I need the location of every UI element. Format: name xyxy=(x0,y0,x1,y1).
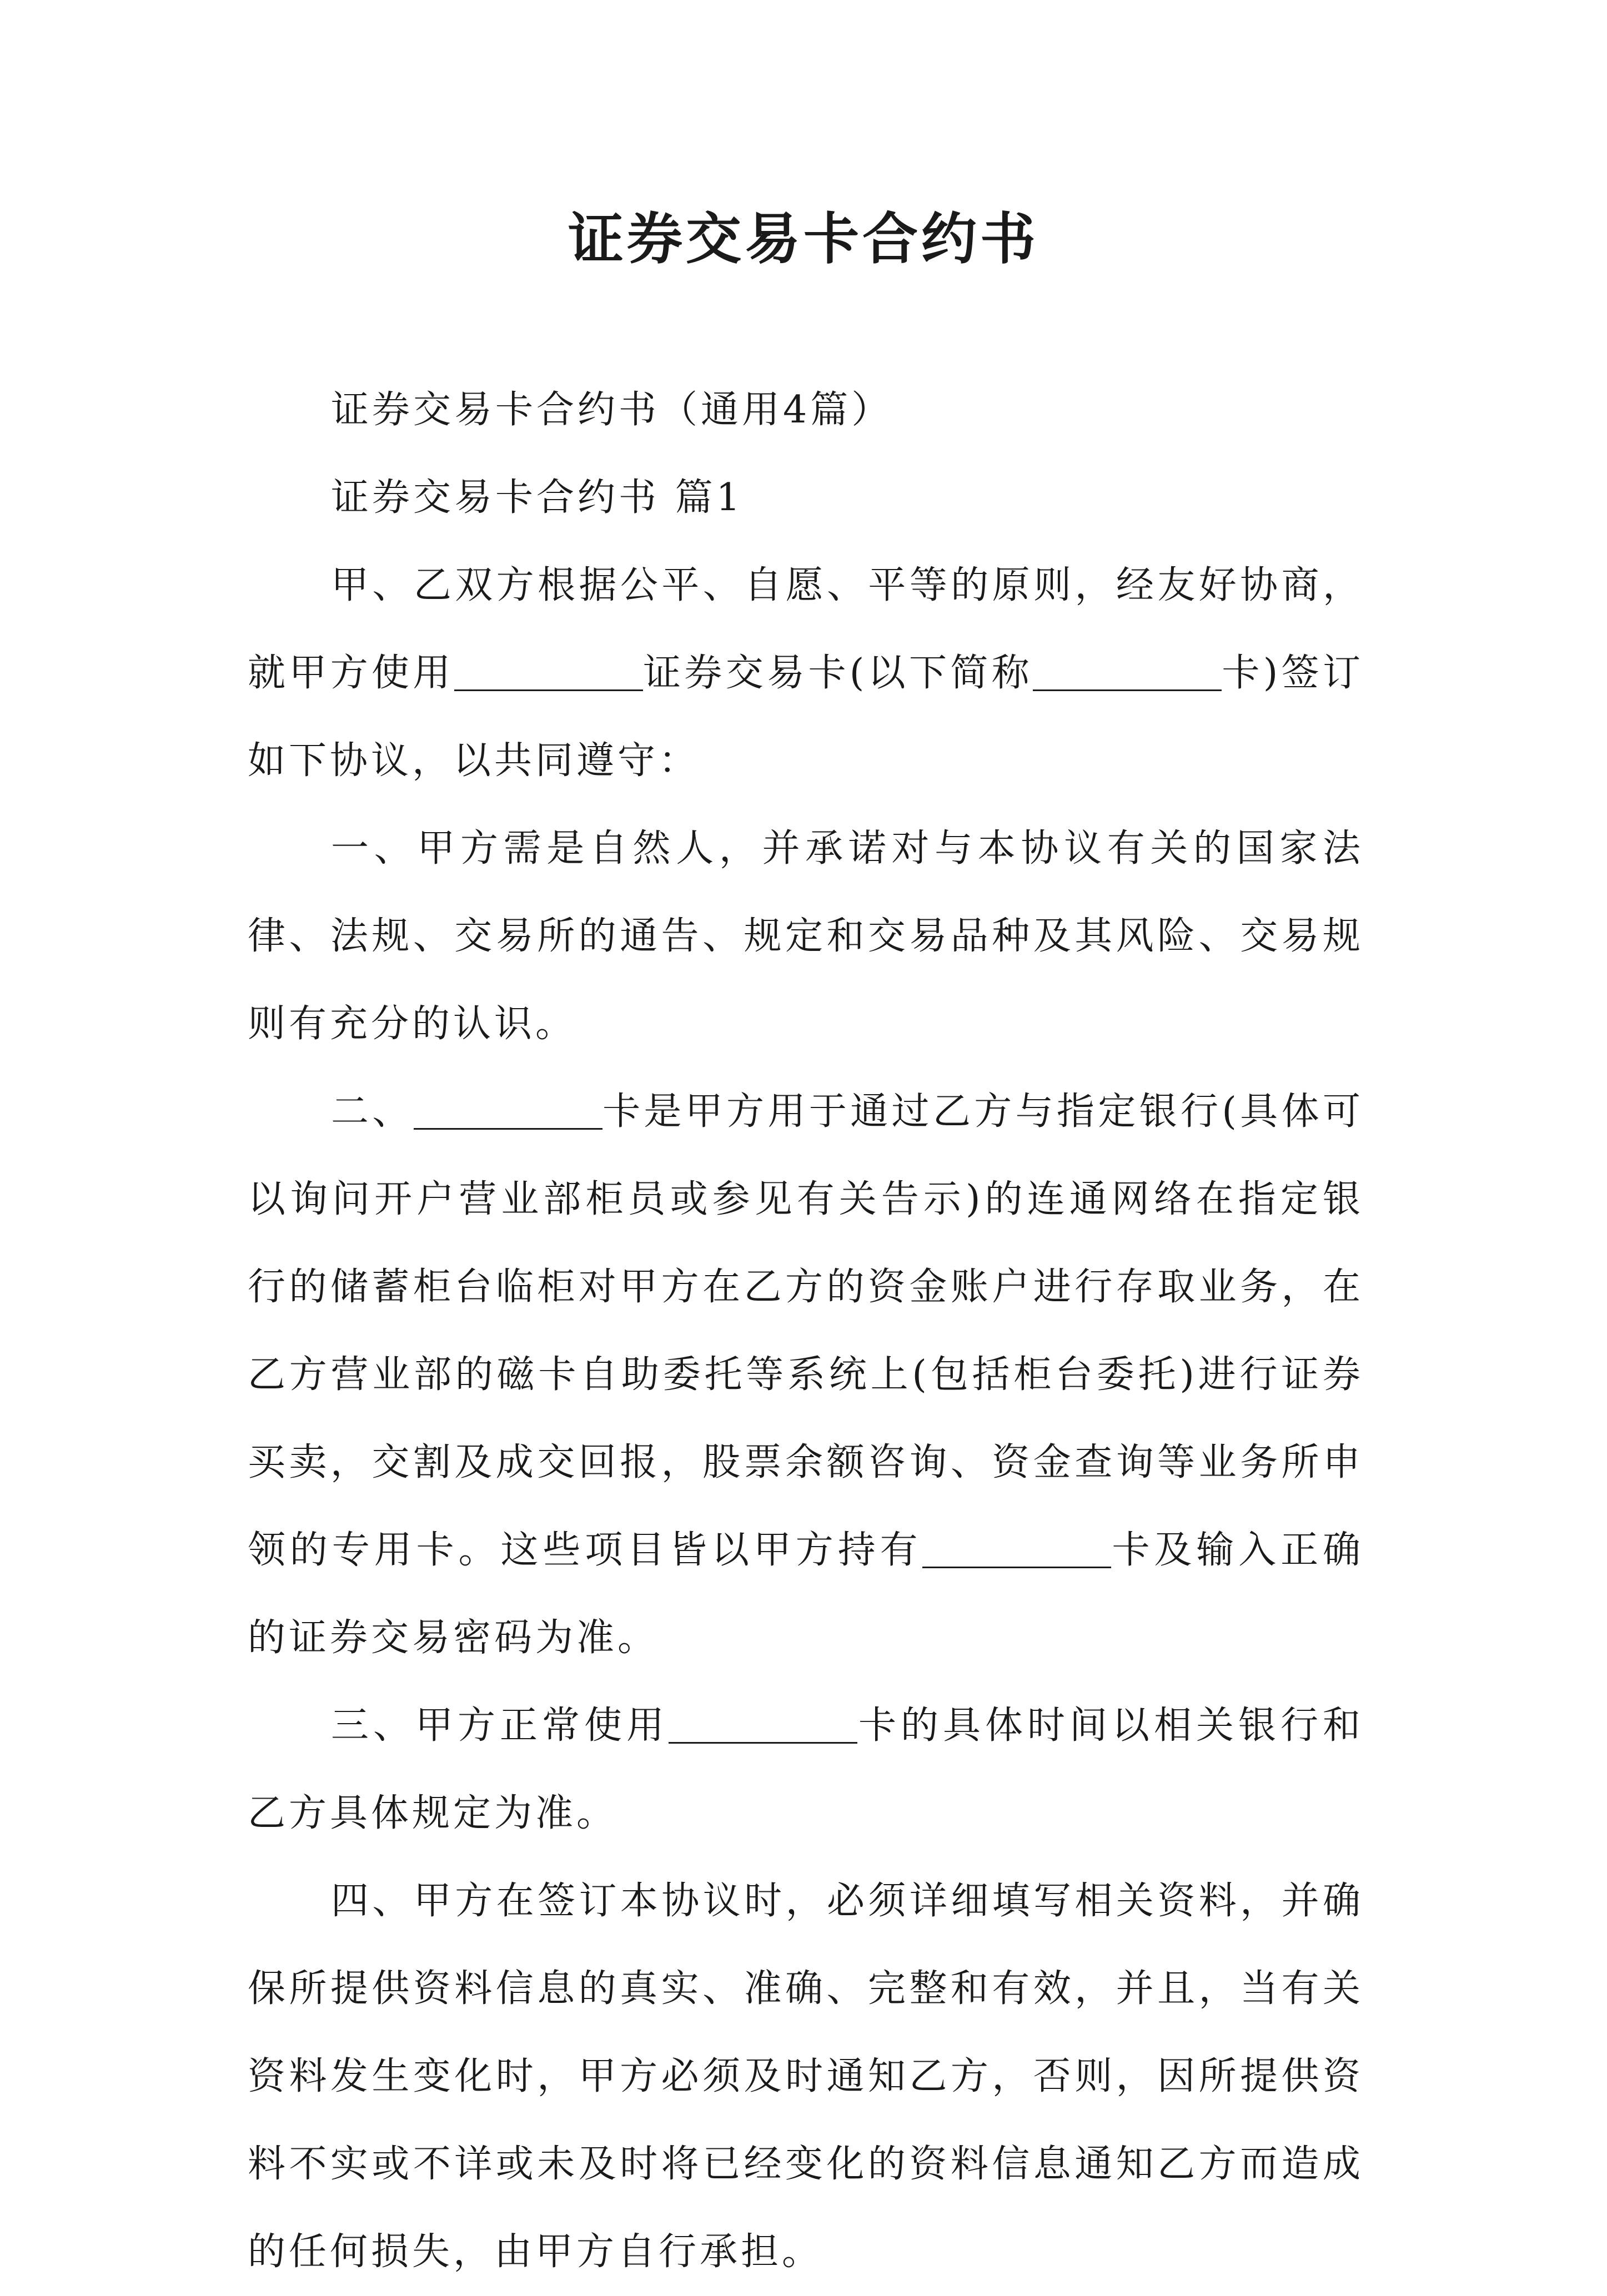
blank-line xyxy=(669,1704,857,1744)
intro-text-1: 甲、乙双方根据公平、自愿、平等的原则，经友好协商，就甲方使用 xyxy=(248,563,1364,695)
clause-2-text-1: 二、 xyxy=(331,1090,414,1134)
clause-2 xyxy=(248,1068,1364,1682)
section-heading: 证券交易卡合约书 篇1 xyxy=(331,476,744,520)
blank-line xyxy=(922,1529,1111,1568)
intro-text-2: 证券交易卡(以下简称 xyxy=(642,651,1033,695)
blank-line xyxy=(454,652,643,691)
document-title: 证券交易卡合约书 xyxy=(568,206,1039,271)
document-body xyxy=(248,366,1364,2296)
clause-3-text-1: 三、甲方正常使用 xyxy=(331,1704,669,1748)
blank-line xyxy=(1033,652,1222,691)
clause-3 xyxy=(248,1682,1364,1857)
clause-2-text-3: 卡及输入正确的证券交易密码为准。 xyxy=(248,1528,1364,1660)
clause-2-text-2: 卡是甲方用于通过乙方与指定银行(具体可以询问开户营业部柜员或参见有关告示)的连通网络在指定银行的储蓄柜台临柜对甲方在乙方的资金账户进行存取业务，在乙方营业部的磁卡自助委托等系统上(包括柜台委托)进行证券买卖，交割及成交回报，股票余额咨询、资金查询等业务所申领的专用卡。这些项目皆以甲方持有 xyxy=(248,1090,1364,1572)
intro-text-3: 卡)签订如下协议，以共同遵守： xyxy=(248,651,1364,783)
intro-paragraph xyxy=(248,542,1364,805)
clause-1: 一、甲方需是自然人，并承诺对与本协议有关的国家法律、法规、交易所的通告、规定和交易品种及其风险、交易规则有充分的认识。 xyxy=(248,827,1364,1046)
clause-3-text-2: 卡的具体时间以相关银行和乙方具体规定为准。 xyxy=(248,1704,1364,1835)
document-subtitle: 证券交易卡合约书（通用4篇） xyxy=(331,388,893,432)
blank-line xyxy=(414,1090,602,1130)
clause-4: 四、甲方在签订本协议时，必须详细填写相关资料，并确保所提供资料信息的真实、准确、完整和有效，并且，当有关资料发生变化时，甲方必须及时通知乙方，否则，因所提供资料不实或不详或未及时将已经变化的资料信息通知乙方而造成的任何损失，由甲方自行承担。 xyxy=(248,1879,1364,2274)
